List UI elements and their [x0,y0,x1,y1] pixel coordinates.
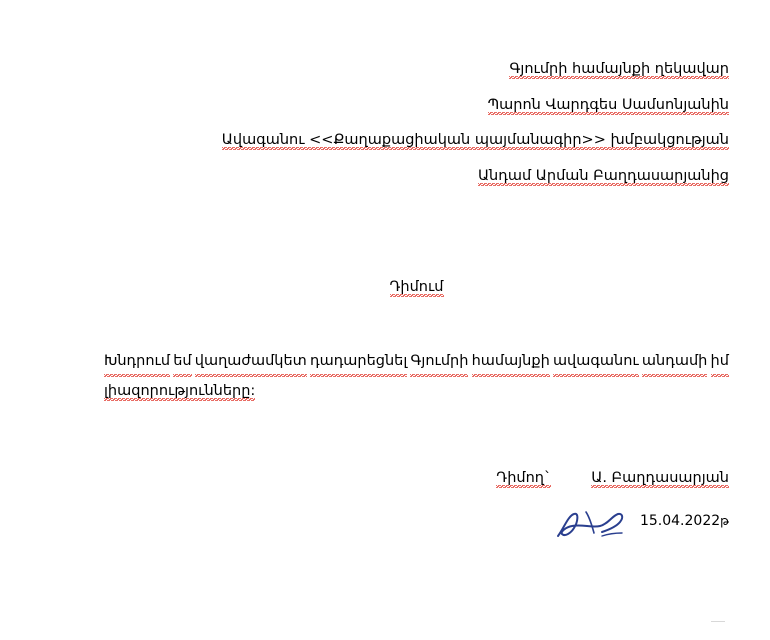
page-corner-mark [711,621,725,622]
body-word-7: ավագանու [553,348,639,378]
body-paragraph [104,348,729,405]
document-body-block [104,348,729,405]
body-paragraph-line-2 [104,378,729,405]
document-date-suffix: թ [720,514,729,528]
body-word-3: վաղաժամկետ [195,348,307,378]
addressee-line-2 [104,92,729,120]
addressee-line-4 [104,163,729,191]
addressee-block [104,56,729,198]
addressee-line-3 [104,127,729,155]
body-word-2: եմ [173,348,191,378]
document-date [640,513,729,529]
body-word-9: իմ [711,348,729,378]
body-word-1: Խնդրում [104,348,170,378]
addressee-line-1 [104,56,729,84]
body-line-2-text: լիազորությունները: [104,383,255,402]
body-word-5: Գյումրի [410,348,468,378]
signature-row [104,470,729,489]
signature-block [104,470,729,489]
body-word-4: դադարեցնել [310,348,407,378]
body-paragraph-line-1 [104,348,729,378]
document-title-line [104,274,729,302]
signature-name: Ա. Բաղդասարյան [591,470,729,489]
body-word-6: համայնքի [472,348,550,378]
handwritten-signature-icon [552,506,632,544]
document-title: Դիմում [390,279,444,298]
addressee-line-4-text: Անդամ Արման Բաղդասարյանից [478,168,729,187]
document-title-block [104,274,729,302]
addressee-line-1-text: Գյումրի համայնքի ղեկավար [509,61,729,80]
addressee-line-3-text: Ավագանու <<Քաղաքացիական պայմանագիր>> խմբակցության [222,132,729,151]
addressee-line-2-text: Պարոն Վարդգես Սամսոնյանին [488,97,729,116]
document-date-value: 15.04.2022 [639,513,721,529]
signature-label: Դիմող` [496,470,551,489]
body-word-8: անդամի [642,348,707,378]
